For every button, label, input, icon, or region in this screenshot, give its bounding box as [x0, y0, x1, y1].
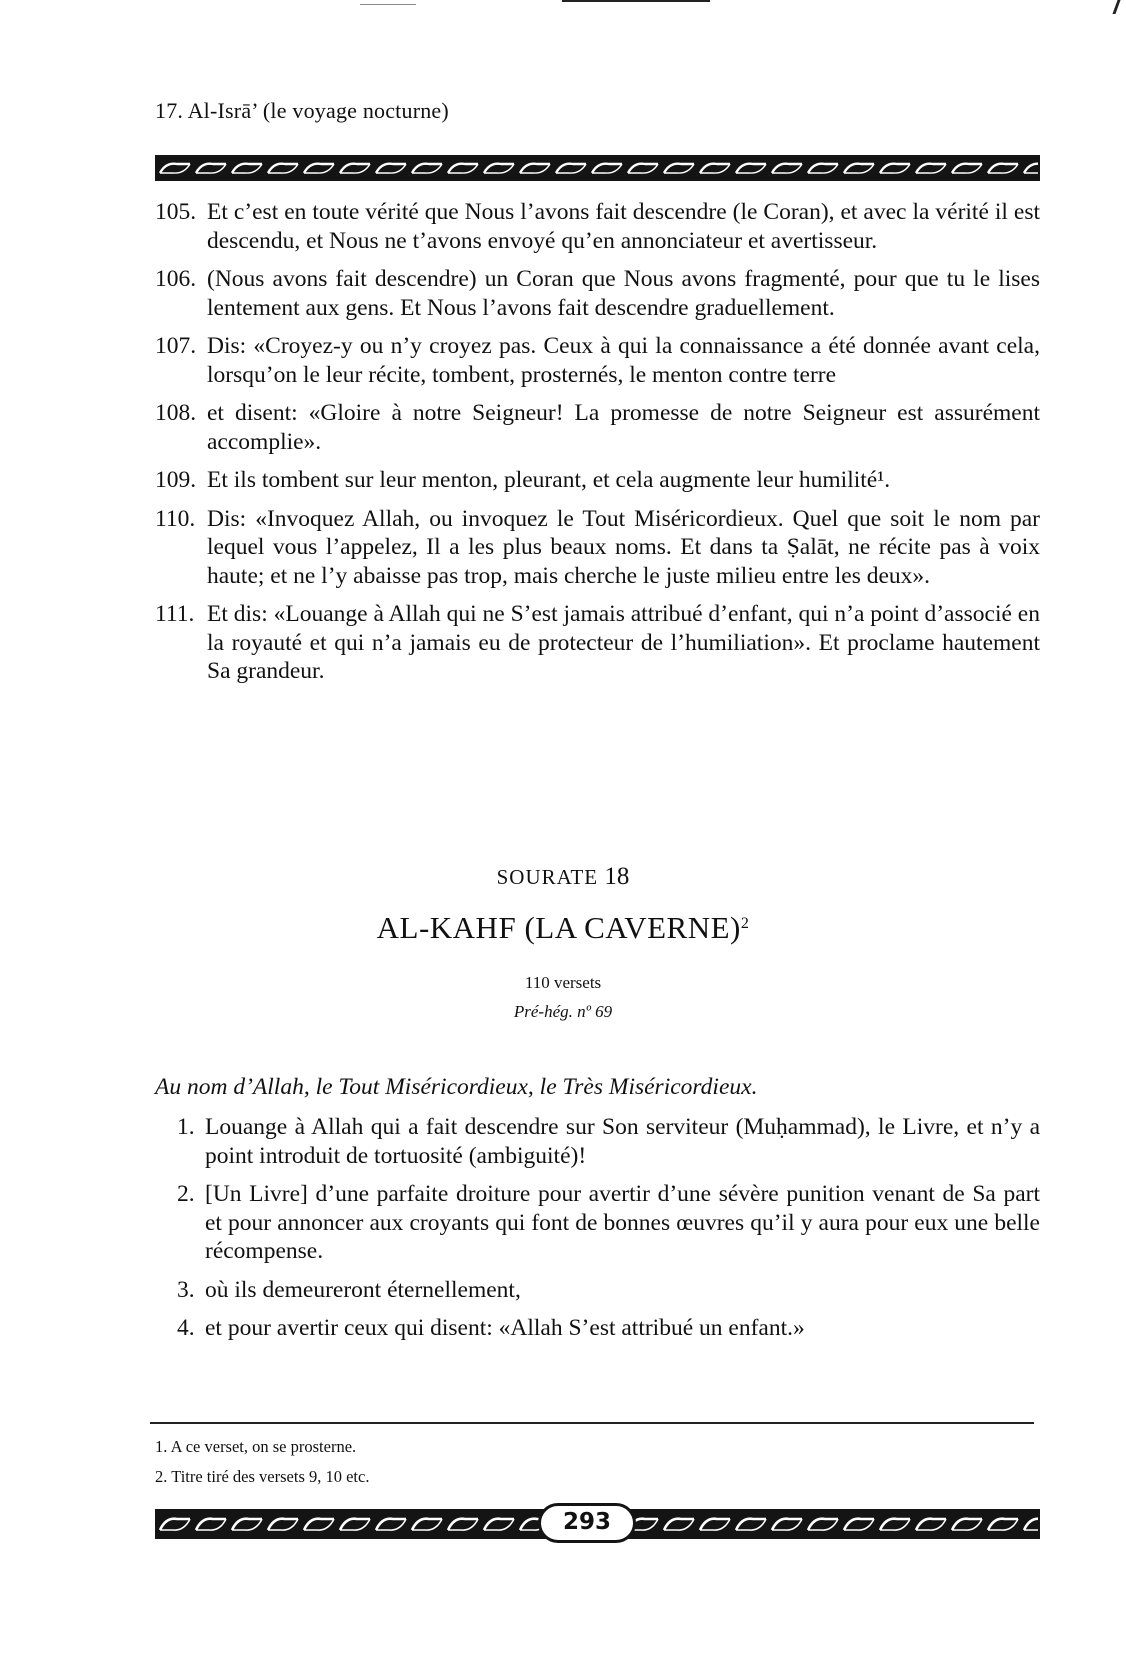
page-number: 293 [538, 1503, 636, 1543]
verse-number: 4. [177, 1315, 195, 1341]
verse-text: Et ils tombent sur leur menton, pleurant, et cela augmente leur humilité¹. [207, 467, 891, 493]
verse-number: 1. [177, 1114, 195, 1140]
verse-number: 109. [155, 467, 197, 493]
verse-number: 106. [155, 266, 197, 292]
verse-number: 111. [155, 601, 195, 627]
verse-number: 107. [155, 333, 197, 359]
verse [155, 332, 1040, 389]
verse [155, 466, 1040, 495]
verse-number: 105. [155, 199, 197, 225]
verse-count: 110 versets [524, 973, 602, 992]
footnote-divider [150, 1422, 1034, 1424]
verse-text: Louange à Allah qui a fait descendre sur Son serviteur (Muḥammad), le Livre, et n’y a point introduit de tortuosité (ambiguité)! [205, 1114, 1040, 1169]
verse-text: et pour avertir ceux qui disent: «Allah S’est attribué un enfant.» [205, 1315, 805, 1341]
verse [155, 265, 1040, 322]
verse-text: Et c’est en toute vérité que Nous l’avons fait descendre (le Coran), et avec la vérité il est descendu, et Nous ne t’avons envoyé qu’en annonciateur et avertisseur. [207, 199, 1040, 254]
verse [177, 1113, 1040, 1170]
verse-text: Dis: «Croyez-y ou n’y croyez pas. Ceux à qui la connaissance a été donnée avant cela, lorsqu’on le leur récite, tombent, prosternés, le menton contre terre [207, 333, 1040, 388]
verse-text: [Un Livre] d’une parfaite droiture pour avertir d’une sévère punition venant de Sa part et pour annoncer aux croyants qui font de bonnes œuvres qu’il y aura pour eux une belle récompense. [205, 1181, 1040, 1264]
footnote-ref: 2 [740, 915, 750, 932]
verse-text: Dis: «Invoquez Allah, ou invoquez le Tout Miséricordieux. Quel que soit le nom par lequel vous l’appelez, Il a les plus beaux noms. Et dans ta Ṣalāt, ne récite pas à voix haute; et ne l’y abaisse pas trop, mais cherche le juste milieu entre les deux». [207, 505, 1040, 589]
sourate-title-text: AL-KAHF (LA CAVERNE) [376, 910, 741, 945]
chain-ornament-icon [157, 157, 1038, 179]
verse-text: (Nous avons fait descendre) un Coran que Nous avons fragmenté, pour que tu le lises lentement aux gens. Et Nous l’avons fait descendre graduellement. [207, 266, 1040, 321]
sourate-number: 18 [604, 863, 630, 890]
scan-line [562, 0, 710, 2]
verse [177, 1276, 1040, 1305]
verse [155, 600, 1040, 686]
verse-number: 108. [155, 400, 197, 426]
verse [155, 198, 1040, 255]
verse-number: 110. [155, 505, 196, 532]
scan-corner-mark [1112, 0, 1126, 14]
verse-text: où ils demeureront éternellement, [205, 1276, 521, 1303]
sourate-word: SOURATE [496, 865, 599, 889]
sourate-title [0, 910, 1126, 946]
ornament-band-top [155, 155, 1040, 181]
revelation-order: Pré-hég. nº 69 [513, 1002, 613, 1021]
verse-number: 2. [177, 1181, 195, 1207]
verse-number: 3. [177, 1276, 195, 1303]
verse [155, 399, 1040, 456]
scan-mark [360, 4, 416, 5]
verse [155, 505, 1040, 591]
running-header: 17. Al-Isrā’ (le voyage nocturne) [155, 98, 449, 123]
verse [177, 1180, 1040, 1266]
verses-top [155, 198, 1040, 696]
verse [177, 1314, 1040, 1343]
verses-bottom [177, 1113, 1040, 1353]
sourate-label [0, 863, 1126, 891]
footnote: 2. Titre tiré des versets 9, 10 etc. [155, 1467, 370, 1486]
footnote: 1. A ce verset, on se prosterne. [155, 1437, 357, 1456]
verse-text: et disent: «Gloire à notre Seigneur! La promesse de notre Seigneur est assurément accomplie». [207, 400, 1040, 455]
verse-text: Et dis: «Louange à Allah qui ne S’est jamais attribué d’enfant, qui n’a point d’associé en la royauté et qui n’a jamais eu de protecteur de l’humiliation». Et proclame hautement Sa grandeur. [207, 601, 1040, 684]
basmala: Au nom d’Allah, le Tout Miséricordieux, le Très Miséricordieux. [155, 1074, 758, 1100]
